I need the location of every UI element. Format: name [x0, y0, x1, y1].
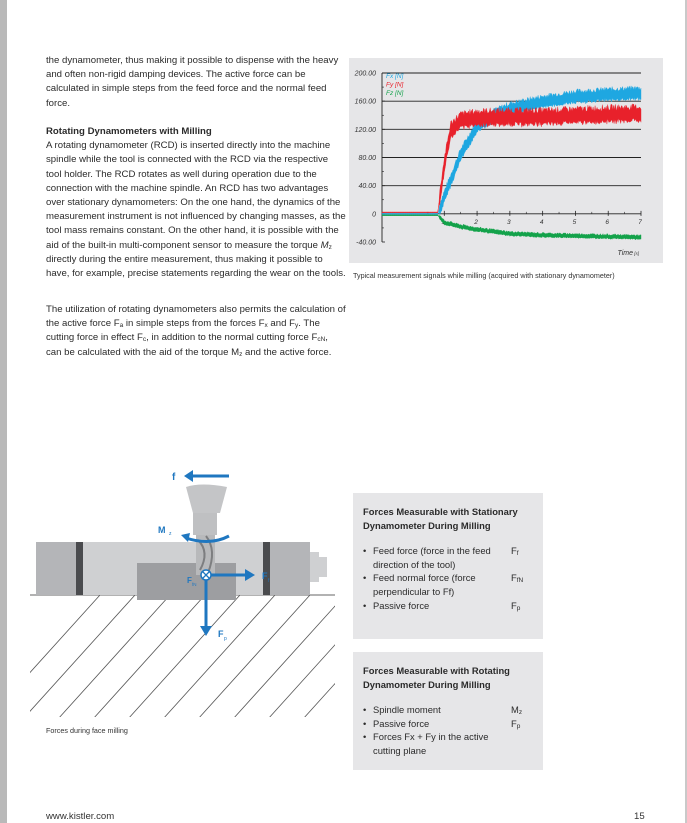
section-heading: Rotating Dynamometers with Milling [46, 126, 212, 137]
rotating-forces-list [353, 703, 543, 767]
intro-paragraph [46, 54, 346, 111]
utilization-text [46, 303, 346, 360]
bullet-icon: • [363, 545, 367, 557]
force-symbol: $F_{fN}$ [511, 572, 524, 585]
footer-url[interactable]: www.kistler.com [46, 811, 115, 822]
measurement-chart [349, 58, 663, 263]
y-tick-label: -40.00 [356, 239, 376, 247]
y-tick-label: 120.00 [354, 126, 376, 134]
s: cN [317, 336, 326, 344]
force-description: • Feed force (force in the feed direction of the tool) [363, 545, 491, 570]
legend-entry: Fx [N] [386, 73, 404, 80]
connector [310, 552, 319, 582]
x-tick-label: 6 [605, 218, 610, 226]
bullet-icon: • [363, 731, 367, 743]
intro-text: the dynamometer, thus making it possible to dispense with the heavy and often non-rigid damping devices. The active force can be calculated in simple steps from the feed force and the normal feed force. [46, 55, 339, 109]
chart-legend [386, 73, 404, 97]
table-left-block [36, 542, 76, 595]
moment-label-sub: z [169, 531, 172, 537]
series-fz-band [382, 215, 641, 240]
passive-force-arrowhead [200, 626, 212, 636]
x-tick-label: 5 [572, 218, 577, 226]
section-text-end: directly during the entire measurement, thus making it possible to have, for example, precise statements regarding the wear on the tools. [46, 253, 346, 280]
passive-force-label: F [218, 629, 224, 639]
page-left-edge [0, 0, 7, 823]
section-paragraph [46, 139, 346, 281]
force-description: • Passive force [363, 599, 430, 611]
chart-panel [349, 58, 663, 263]
y-axis [354, 71, 385, 247]
moment-arrowhead [181, 533, 190, 542]
t: , in addition to the normal cutting force F [146, 332, 318, 344]
stationary-box-title: Forces Measurable with Stationary Dynamometer During Milling [363, 506, 518, 531]
legend-entry: Fz [N] [386, 90, 404, 97]
rotating-box-title: Forces Measurable with Rotating Dynamometer During Milling [363, 665, 510, 690]
force-list-item [363, 599, 533, 613]
ground-hatching [20, 595, 340, 720]
force-description: • Forces Fx + Fy in the active cutting plane [363, 731, 489, 756]
force-symbol [511, 730, 533, 757]
y-tick-label: 200.00 [354, 70, 376, 78]
rotating-section [46, 125, 346, 281]
x-tick-label: 4 [539, 218, 544, 226]
x-axis-label: Time [s] [617, 250, 639, 257]
figure-caption: Forces during face milling [46, 726, 128, 735]
feed-normal-label: F [187, 576, 192, 585]
y-tick-label: 80.00 [358, 155, 376, 162]
chart-series [382, 86, 641, 240]
x-tick-label: 3 [507, 218, 511, 226]
force-list-item [363, 544, 533, 571]
s: c [142, 336, 147, 344]
stationary-forces-list [353, 544, 543, 622]
face-milling-diagram [20, 460, 340, 720]
series-fy-band [382, 104, 641, 213]
y-tick-label: 160.00 [354, 98, 376, 106]
tool-shank-upper [193, 513, 217, 535]
feed-arrowhead [184, 470, 193, 482]
x-tick-label: 7 [638, 218, 642, 226]
connector-tip [319, 557, 327, 577]
bullet-icon: • [363, 704, 367, 716]
force-symbol: $M_z$ [511, 704, 523, 717]
x-tick-label: 2 [474, 218, 478, 226]
force-list-item [363, 703, 533, 717]
torque-symbol: M [320, 239, 329, 251]
t: The utilization of rotating dynamometers also permits the calculation of the active force F [46, 304, 346, 330]
table-right-block [270, 542, 310, 595]
t: in simple steps from the forces F [123, 318, 265, 330]
torque-sub: z [328, 243, 332, 251]
force-list-item [363, 717, 533, 731]
feed-label: f [172, 472, 176, 483]
passive-force-label-sub: p [224, 636, 227, 642]
legend-entry: Fy [N] [386, 81, 404, 89]
section-text: A rotating dynamometer (RCD) is inserted directly into the machine spindle while the tool is connected with the RCD via the respective tool holder. The RCD rotates as well during operation due to the connection with the machine spindle. An RCD has two advantages over stationary dynamometers: On the one hand, the dynamics of the measurement instrument is not influenced by changing masses, as the tool mass remains constant. On the other hand, it is possible with the aid of the built-in multi-component sensor to measure the torque [46, 140, 346, 251]
y-tick-label: 40.00 [358, 183, 376, 191]
t: , can be calculated with the aid of the torque M [46, 332, 328, 358]
s: z [239, 350, 243, 358]
force-description: • Spindle moment [363, 704, 441, 716]
x-axis [382, 211, 642, 226]
clamp-right [263, 542, 270, 595]
force-symbol: $F_p$ [511, 717, 521, 730]
feed-force-label: F [262, 571, 268, 581]
moment-label: M [158, 525, 166, 535]
y-tick-label: 0 [372, 211, 376, 219]
s: x [264, 322, 268, 330]
tool-holder [186, 485, 227, 514]
t: and the active force. [242, 346, 332, 358]
feed-force-label-sub: f [268, 578, 270, 584]
stationary-forces-box [353, 493, 543, 639]
bullet-icon: • [363, 717, 367, 729]
t: . The cutting force in effect F [46, 318, 320, 344]
s: a [119, 322, 124, 330]
chart-caption: Typical measurement signals while milling (acquired with stationary dynamometer) [353, 271, 615, 280]
force-description: • Passive force [363, 717, 430, 729]
force-list-item [363, 730, 533, 757]
force-symbol: $F_f$ [511, 545, 519, 558]
bullet-icon: • [363, 572, 367, 584]
clamp-left [76, 542, 83, 595]
feed-normal-label-sub: fN [192, 582, 197, 587]
force-description: • Feed normal force (force perpendicular to Ff) [363, 572, 476, 597]
t: and F [267, 318, 295, 330]
force-list-item [363, 571, 533, 598]
s: y [294, 322, 299, 330]
bullet-icon: • [363, 599, 367, 611]
utilization-paragraph [46, 303, 346, 360]
force-symbol: $F_p$ [511, 599, 521, 612]
rotating-forces-box [353, 652, 543, 770]
page-number: 15 [634, 811, 645, 822]
